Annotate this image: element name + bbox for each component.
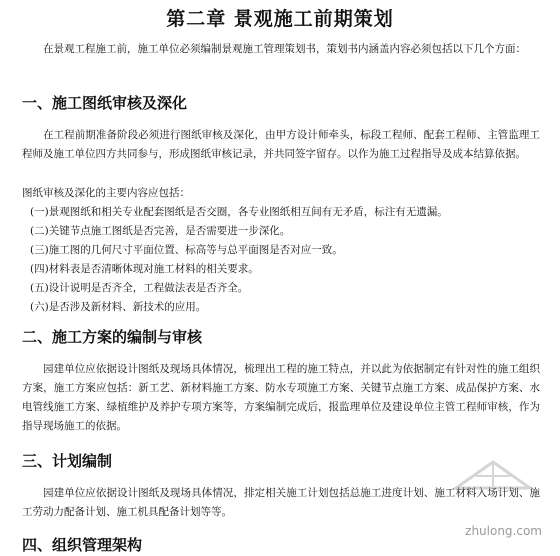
chapter-title: 第二章 景观施工前期策划 — [166, 8, 394, 30]
section-3-paragraph: 园建单位应依据设计图纸及现场具体情况，排定相关施工计划包括总施工进度计划、施工材料入场计划、施工劳动力配备计划、施工机具配备计划等等。 — [22, 487, 540, 518]
section-1-paragraph: 在工程前期准备阶段必须进行图纸审核及深化，由甲方设计师牵头，标段工程师、配套工程师、主管监理工程师及施工单位四方共同参与，形成图纸审核记录，并共同签字留存。以作为施工过程指导及成本结算依据。 — [22, 129, 540, 160]
list-item: (二)关键节点施工图纸是否完善，是否需要进一步深化。 — [30, 225, 291, 237]
list-item: (六)是否涉及新材料、新技术的应用。 — [30, 301, 207, 313]
list-item: (四)材料表是否清晰体现对施工材料的相关要求。 — [30, 263, 259, 275]
section-heading-1: 一、施工图纸审核及深化 — [22, 94, 188, 112]
watermark-text: zhulong.com — [465, 524, 542, 538]
section-heading-3: 三、计划编制 — [22, 452, 113, 470]
list-item: (一)景观图纸和相关专业配套图纸是否交圈，各专业图纸相互间有无矛盾，标注有无遗漏。 — [30, 206, 448, 218]
section-1-subheading: 图纸审核及深化的主要内容应包括： — [22, 187, 190, 199]
section-heading-2: 二、施工方案的编制与审核 — [22, 328, 203, 346]
section-2-paragraph: 园建单位应依据设计图纸及现场具体情况，梳理出工程的施工特点，并以此为依据制定有针对性的施工组织方案，施工方案应包括：新工艺、新材料施工方案、防水专项施工方案、关键节点施工方案、成品保护方案、水电管线施工方案、绿植维护及养护专项方案等，方案编制完成后，报监理单位及建设单位主管工程师审核，作为指导现场施工的依据。 — [22, 363, 540, 432]
intro-paragraph: 在景观工程施工前，施工单位必须编制景观施工管理策划书，策划书内涵盖内容必须包括以下几个方面： — [43, 43, 526, 55]
watermark-logo-icon — [438, 458, 548, 528]
list-item: (三)施工图的几何尺寸平面位置、标高等与总平面图是否对应一致。 — [30, 244, 343, 256]
section-heading-4: 四、组织管理架构 — [22, 536, 143, 554]
list-item: (五)设计说明是否齐全，工程做法表是否齐全。 — [30, 282, 249, 294]
